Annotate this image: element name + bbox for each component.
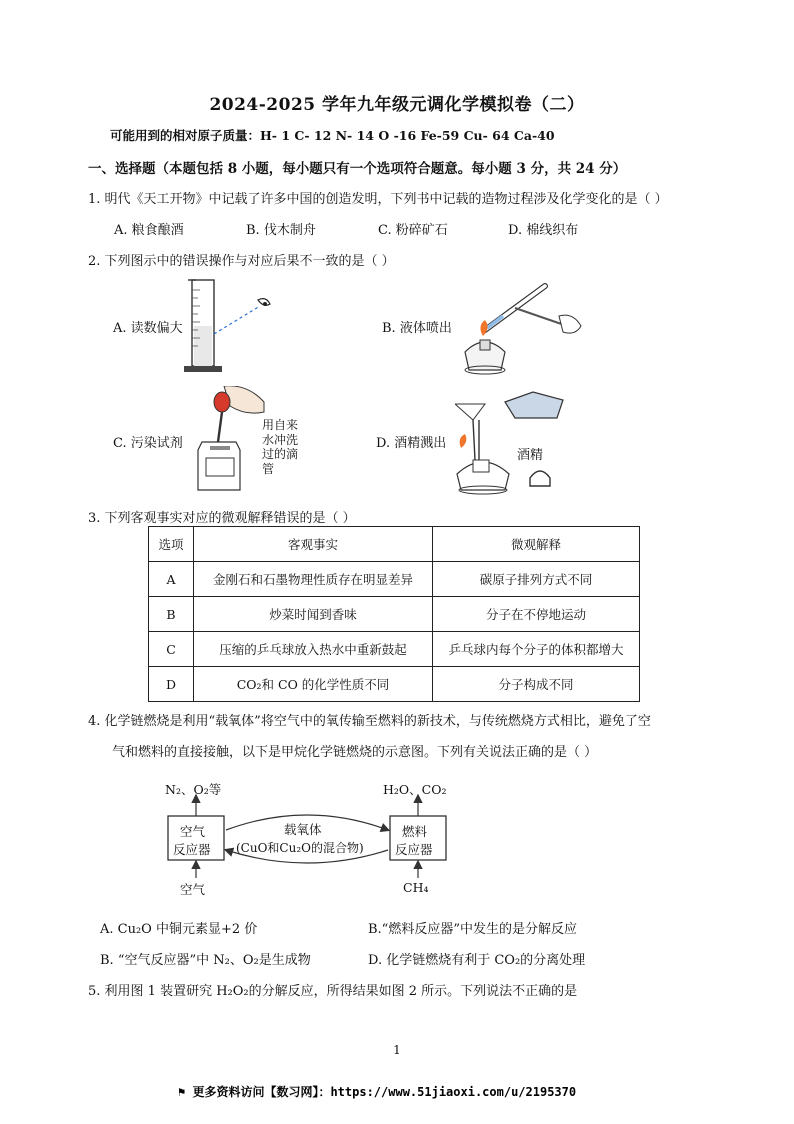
table-row <box>149 597 640 632</box>
q2-stem: 2. 下列图示中的错误操作与对应后果不一致的是（ ） <box>88 254 395 269</box>
dropper-note <box>262 418 298 476</box>
q3-stem: 3. 下列客观事实对应的微观解释错误的是（ ） <box>88 511 356 526</box>
table-cell: D <box>149 667 194 702</box>
q2-option-d: D. 酒精溅出 <box>376 436 447 451</box>
q2-option-b: B. 液体喷出 <box>382 321 452 336</box>
table-cell: A <box>149 562 194 597</box>
q2-option-c: C. 污染试剂 <box>113 436 183 451</box>
q4-stem-line2: 气和燃料的直接接触，以下是甲烷化学链燃烧的示意图。下列有关说法正确的是（ ） <box>112 745 598 760</box>
q1-option-c: C. 粉碎矿石 <box>378 223 448 238</box>
page-title: 2024-2025 学年九年级元调化学模拟卷（二） <box>209 95 585 115</box>
q5-stem: 5. 利用图 1 装置研究 H₂O₂的分解反应，所得结果如图 2 所示。下列说法不正确的是 <box>88 984 578 999</box>
alcohol-label: 酒精 <box>517 448 544 463</box>
oxygen-carrier-label: 载氧体 <box>284 822 322 837</box>
table-header: 选项 <box>149 527 194 562</box>
q4-stem-line1: 4. 化学链燃烧是利用“载氧体”将空气中的氧传输至燃料的新技术，与传统燃烧方式相比，避免了空 <box>88 714 651 729</box>
table-cell: 分子在不停地运动 <box>433 597 640 632</box>
air-reactor-label: 空气 <box>180 824 206 839</box>
table-row <box>149 562 640 597</box>
atomic-masses: 可能用到的相对原子质量：H- 1 C- 12 N- 14 O -16 Fe-59 Cu- 64 Ca-40 <box>110 128 555 143</box>
q1-option-d: D. 棉线织布 <box>508 223 579 238</box>
q1-stem: 1. 明代《天工开物》中记载了许多中国的创造发明，下列书中记载的造物过程涉及化学变化的是（ ） <box>88 192 668 207</box>
table-row <box>149 667 640 702</box>
explanation-table <box>148 526 640 702</box>
oxygen-carrier-composition: (CuO和Cu₂O的混合物) <box>236 841 364 855</box>
q4-option-d: D. 化学链燃烧有利于 CO₂的分离处理 <box>368 953 586 968</box>
footer-text: 更多资料访问【数习网】：https://www.51jiaoxi.com/u/2195370 <box>192 1085 577 1099</box>
table-cell: 分子构成不同 <box>433 667 640 702</box>
table-cell: 乒乓球内每个分子的体积都增大 <box>433 632 640 667</box>
table-row <box>149 632 640 667</box>
q4-option-a: A. Cu₂O 中铜元素显+2 价 <box>100 922 258 937</box>
diagram-right-input: CH₄ <box>403 880 429 895</box>
table-cell: 金刚石和石墨物理性质存在明显差异 <box>194 562 433 597</box>
dropper-note-line: 管 <box>262 461 275 476</box>
table-cell: 碳原子排列方式不同 <box>433 562 640 597</box>
table-header: 客观事实 <box>194 527 433 562</box>
section-heading: 一、选择题（本题包括 8 小题，每小题只有一个选项符合题意。每小题 3 分，共 24 分） <box>88 161 627 177</box>
fuel-reactor-label: 反应器 <box>395 842 433 857</box>
table-cell: 压缩的乒乓球放入热水中重新鼓起 <box>194 632 433 667</box>
diagram-left-input: 空气 <box>180 882 206 897</box>
q2-option-a: A. 读数偏大 <box>113 321 183 336</box>
dropper-bottle-illustration <box>188 386 268 496</box>
dropper-note-line: 过的滴 <box>262 447 299 461</box>
dropper-note-line: 用自来 <box>262 418 299 432</box>
q1-option-b: B. 伐木制舟 <box>246 223 316 238</box>
q1-option-a: A. 粮食酿酒 <box>114 223 184 238</box>
diagram-right-output: H₂O、CO₂ <box>383 782 447 797</box>
footer-link[interactable] <box>178 1083 576 1100</box>
table-header-row <box>149 527 640 562</box>
diagram-left-output: N₂、O₂等 <box>165 782 222 797</box>
fuel-reactor-label: 燃料 <box>402 824 428 839</box>
heating-tube-illustration <box>455 272 585 377</box>
cylinder-reading-illustration <box>180 276 280 376</box>
table-header: 微观解释 <box>433 527 640 562</box>
q4-option-b: B.“燃料反应器”中发生的是分解反应 <box>368 922 577 937</box>
table-cell: CO₂和 CO 的化学性质不同 <box>194 667 433 702</box>
table-cell: 炒菜时闻到香味 <box>194 597 433 632</box>
page-number: 1 <box>393 1043 401 1057</box>
table-cell: B <box>149 597 194 632</box>
q4-option-c: B. “空气反应器”中 N₂、O₂是生成物 <box>100 953 311 968</box>
flag-icon: ⚑ <box>178 1085 193 1099</box>
lamp-cap-icon <box>528 466 552 488</box>
table-cell: C <box>149 632 194 667</box>
air-reactor-label: 反应器 <box>173 842 211 857</box>
dropper-note-line: 水冲洗 <box>262 432 299 447</box>
